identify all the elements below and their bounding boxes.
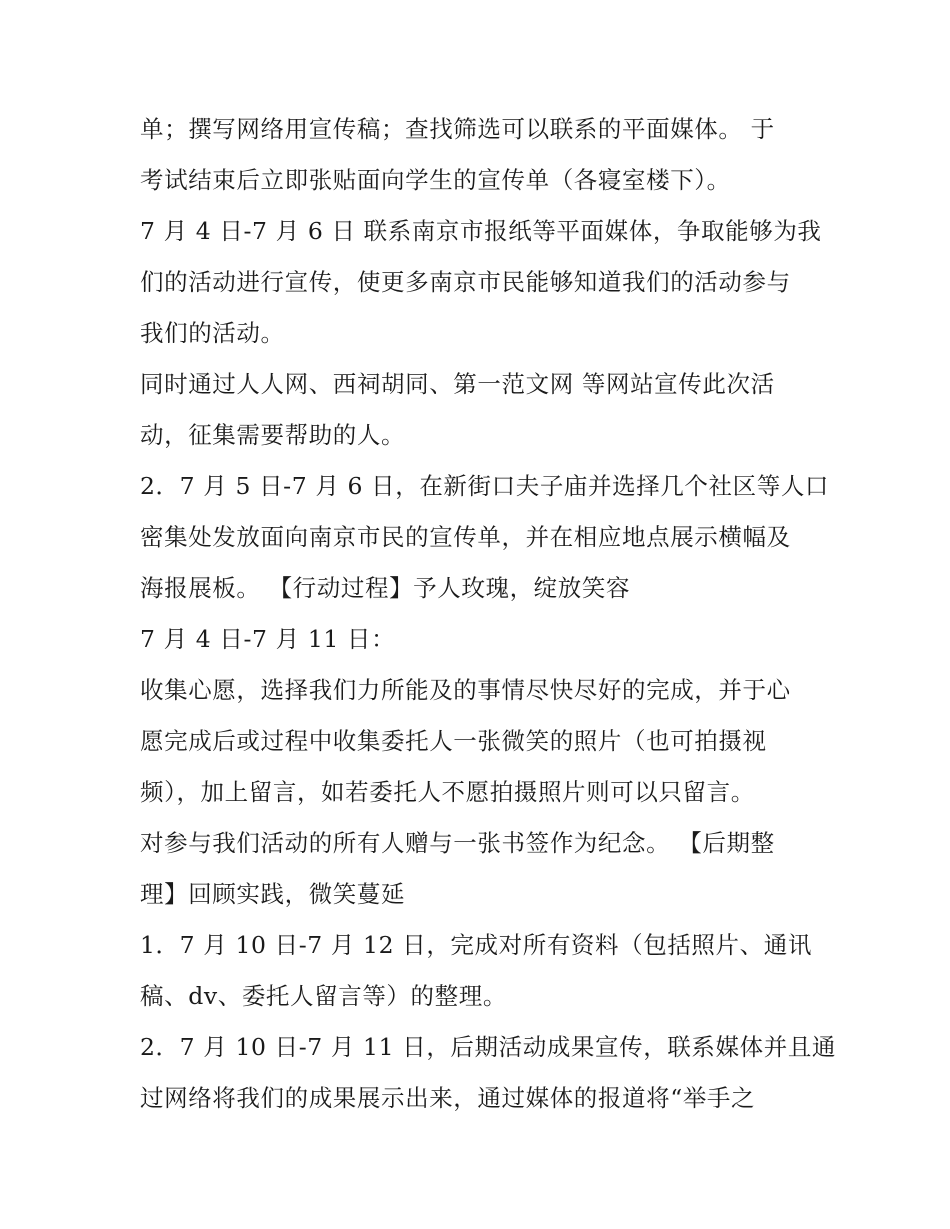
text-line: 愿完成后或过程中收集委托人一张微笑的照片（也可拍摄视 — [140, 727, 767, 755]
document-body — [140, 104, 837, 1124]
text-line: 稿、dv、委托人留言等）的整理。 — [140, 982, 507, 1010]
text-line: 同时通过人人网、西祠胡同、第一范文网 等网站宣传此次活 — [140, 370, 775, 398]
text-line: 对参与我们活动的所有人赠与一张书签作为纪念。 【后期整 — [140, 829, 775, 857]
text-line: 收集心愿，选择我们力所能及的事情尽快尽好的完成，并于心 — [140, 676, 791, 704]
text-line: 2．7 月 10 日-7 月 11 日，后期活动成果宣传，联系媒体并且通 — [140, 1033, 837, 1061]
text-line: 理】回顾实践，微笑蔓延 — [140, 880, 406, 908]
text-line: 密集处发放面向南京市民的宣传单，并在相应地点展示横幅及 — [140, 523, 791, 551]
text-line: 1．7 月 10 日-7 月 12 日，完成对所有资料（包括照片、通讯 — [140, 931, 812, 959]
text-line: 动，征集需要帮助的人。 — [140, 421, 406, 449]
text-line: 7 月 4 日-7 月 11 日： — [140, 625, 396, 653]
text-line: 7 月 4 日-7 月 6 日 联系南京市报纸等平面媒体，争取能够为我 — [140, 217, 822, 245]
text-line: 单；撰写网络用宣传稿；查找筛选可以联系的平面媒体。 于 — [140, 115, 775, 143]
text-line: 考试结束后立即张贴面向学生的宣传单（各寝室楼下）。 — [140, 166, 731, 194]
text-line: 频），加上留言，如若委托人不愿拍摄照片则可以只留言。 — [140, 778, 755, 806]
text-line: 过网络将我们的成果展示出来，通过媒体的报道将“举手之 — [140, 1084, 756, 1112]
text-line: 我们的活动。 — [140, 319, 285, 347]
text-line: 海报展板。 【行动过程】予人玫瑰，绽放笑容 — [140, 574, 631, 602]
text-line: 2．7 月 5 日-7 月 6 日，在新街口夫子庙并选择几个社区等人口 — [140, 472, 830, 500]
text-line: 们的活动进行宣传，使更多南京市民能够知道我们的活动参与 — [140, 268, 791, 296]
